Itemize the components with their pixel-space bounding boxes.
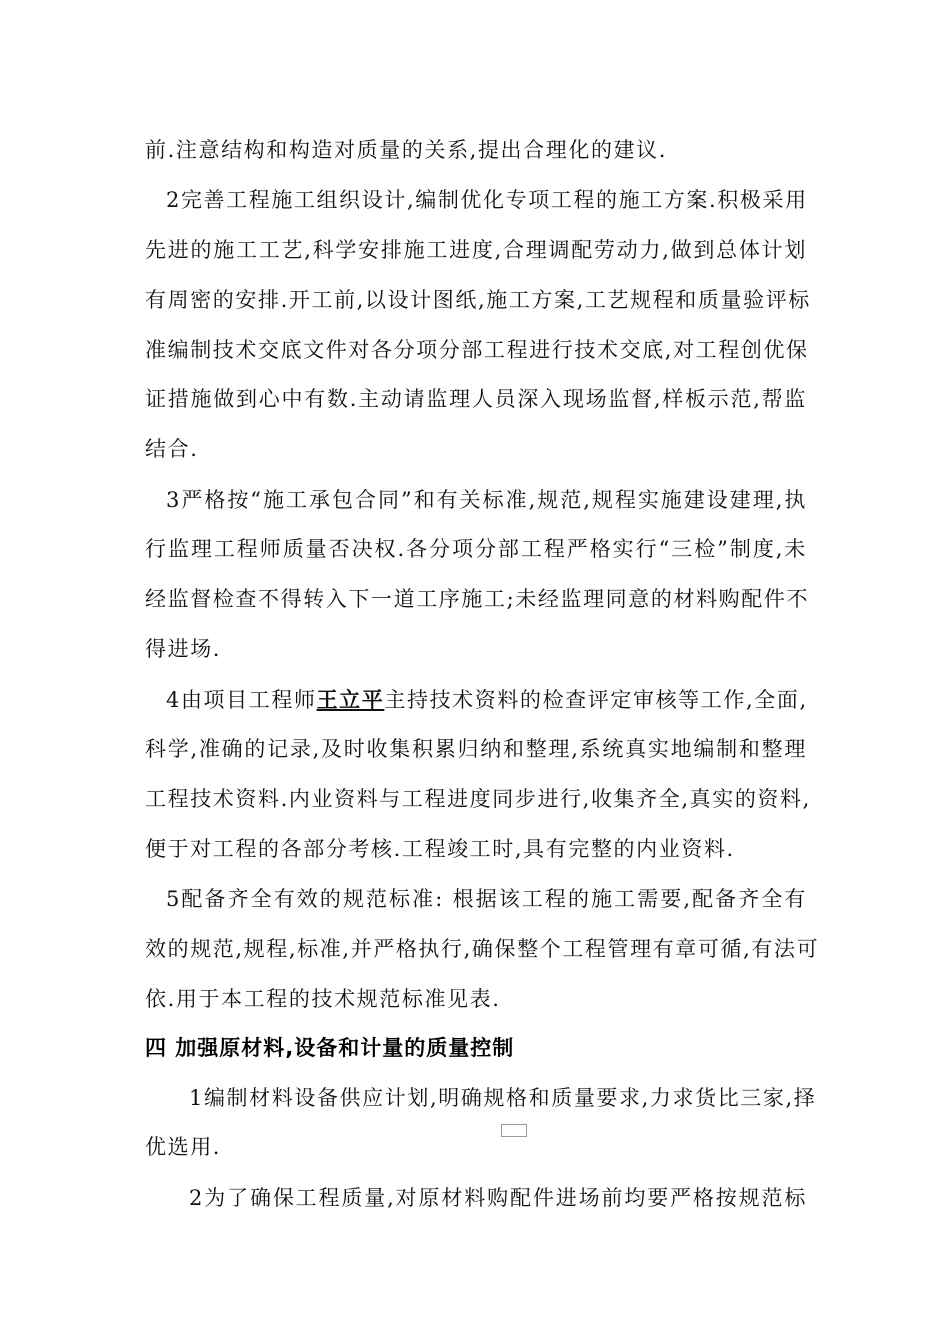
- text-line: 前.注意结构和构造对质量的关系,提出合理化的建议.: [145, 138, 668, 162]
- text-line: 得进场.: [145, 637, 222, 661]
- text-line: 1编制材料设备供应计划,明确规格和质量要求,力求货比三家,择: [189, 1086, 817, 1110]
- text-line: 效的规范,规程,标准,并严格执行,确保整个工程管理有章可循,有法可: [145, 937, 820, 961]
- section-heading: 四 加强原材料,设备和计量的质量控制: [145, 1036, 515, 1060]
- text-line: 有周密的安排.开工前,以设计图纸,施工方案,工艺规程和质量验评标: [145, 288, 811, 312]
- text-line: 优选用.: [145, 1135, 222, 1159]
- text-line: 便于对工程的各部分考核.工程竣工时,具有完整的内业资料.: [145, 837, 735, 861]
- text-line: 科学,准确的记录,及时收集积累归纳和整理,系统真实地编制和整理: [145, 737, 807, 761]
- text-line: 2完善工程施工组织设计,编制优化专项工程的施工方案.积极采用: [166, 188, 808, 212]
- text-line: 准编制技术交底文件对各分项分部工程进行技术交底,对工程创优保: [145, 338, 809, 362]
- text-line-item4: [166, 686, 807, 714]
- page-marker-box: [501, 1124, 527, 1137]
- text-span: 4由项目工程师: [166, 688, 317, 712]
- text-line: 结合.: [145, 437, 199, 461]
- text-line: 行监理工程师质量否决权.各分项分部工程严格实行“三检”制度,未: [145, 537, 807, 561]
- text-line: 工程技术资料.内业资料与工程进度同步进行,收集齐全,真实的资料,: [145, 787, 811, 811]
- text-line: 5配备齐全有效的规范标准: 根据该工程的施工需要,配备齐全有: [166, 887, 807, 911]
- text-line: 证措施做到心中有数.主动请监理人员深入现场监督,样板示范,帮监: [145, 387, 807, 411]
- text-line: 先进的施工工艺,科学安排施工进度,合理调配劳动力,做到总体计划: [145, 238, 807, 262]
- text-line: 依.用于本工程的技术规范标准见表.: [145, 987, 501, 1011]
- engineer-name: 王立平: [316, 687, 385, 712]
- text-line: 2为了确保工程质量,对原材料购配件进场前均要严格按规范标: [189, 1186, 807, 1210]
- text-span: 主持技术资料的检查评定审核等工作,全面,: [384, 688, 808, 712]
- text-line: 经监督检查不得转入下一道工序施工;未经监理同意的材料购配件不: [145, 587, 810, 611]
- text-line: 3严格按“施工承包合同”和有关标准,规范,规程实施建设建理,执: [166, 488, 807, 512]
